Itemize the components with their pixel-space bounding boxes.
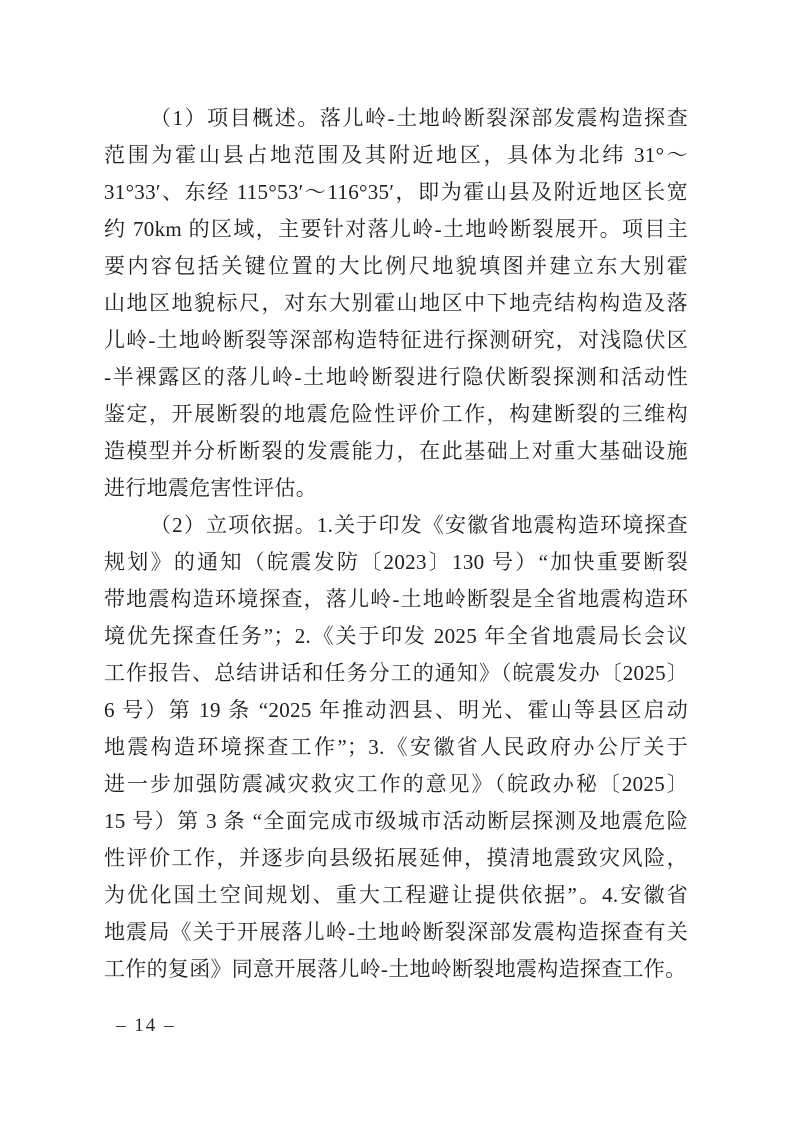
text-line: 6 号）第 19 条 “2025 年推动泗县、明光、霍山等县区启动 bbox=[104, 698, 688, 722]
text-line: 工作报告、总结讲话和任务分工的通知》（皖震发办〔2025〕 bbox=[104, 661, 688, 685]
text-line: 31°33′、东经 115°53′～116°35′，即为霍山县及附近地区长宽 bbox=[104, 180, 688, 204]
text-line: 地震局《关于开展落儿岭-土地岭断裂深部发震构造探查有关 bbox=[104, 920, 688, 944]
text-block bbox=[104, 100, 688, 988]
text-line: 范围为霍山县占地范围及其附近地区，具体为北纬 31°～ bbox=[104, 143, 688, 167]
text-line: -半裸露区的落儿岭-土地岭断裂进行隐伏断裂探测和活动性 bbox=[104, 365, 688, 389]
text-line: 进一步加强防震减灾救灾工作的意见》（皖政办秘〔2025〕 bbox=[104, 772, 688, 796]
text-line: 为优化国土空间规划、重大工程避让提供依据”。4.安徽省 bbox=[104, 883, 688, 907]
text-line: 规划》的通知（皖震发防〔2023〕130 号）“加快重要断裂 bbox=[104, 550, 688, 574]
text-line: （1）项目概述。落儿岭-土地岭断裂深部发震构造探查 bbox=[150, 106, 688, 130]
text-line: 儿岭-土地岭断裂等深部构造特征进行探测研究，对浅隐伏区 bbox=[104, 328, 688, 352]
text-line: （2）立项依据。1.关于印发《安徽省地震构造环境探查 bbox=[150, 513, 688, 537]
text-line: 地震构造环境探查工作”；3.《安徽省人民政府办公厅关于 bbox=[104, 735, 688, 759]
text-line: 山地区地貌标尺，对东大别霍山地区中下地壳结构构造及落 bbox=[104, 291, 688, 315]
text-line: 境优先探查任务”；2.《关于印发 2025 年全省地震局长会议 bbox=[104, 624, 688, 648]
text-line: 工作的复函》同意开展落儿岭-土地岭断裂地震构造探查工作。 bbox=[104, 957, 687, 981]
text-line: 造模型并分析断裂的发震能力，在此基础上对重大基础设施 bbox=[104, 439, 688, 463]
text-line: 15 号）第 3 条 “全面完成市级城市活动断层探测及地震危险 bbox=[104, 809, 688, 833]
text-line: 进行地震危害性评估。 bbox=[104, 476, 317, 500]
page-number: – 14 – bbox=[116, 1015, 176, 1036]
text-line: 鉴定，开展断裂的地震危险性评价工作，构建断裂的三维构 bbox=[104, 402, 688, 426]
text-line: 性评价工作，并逐步向县级拓展延伸，摸清地震致灾风险， bbox=[104, 846, 688, 870]
text-line: 约 70km 的区域，主要针对落儿岭-土地岭断裂展开。项目主 bbox=[104, 217, 688, 241]
text-line: 带地震构造环境探查，落儿岭-土地岭断裂是全省地震构造环 bbox=[104, 587, 688, 611]
text-line: 要内容包括关键位置的大比例尺地貌填图并建立东大别霍 bbox=[104, 254, 688, 278]
